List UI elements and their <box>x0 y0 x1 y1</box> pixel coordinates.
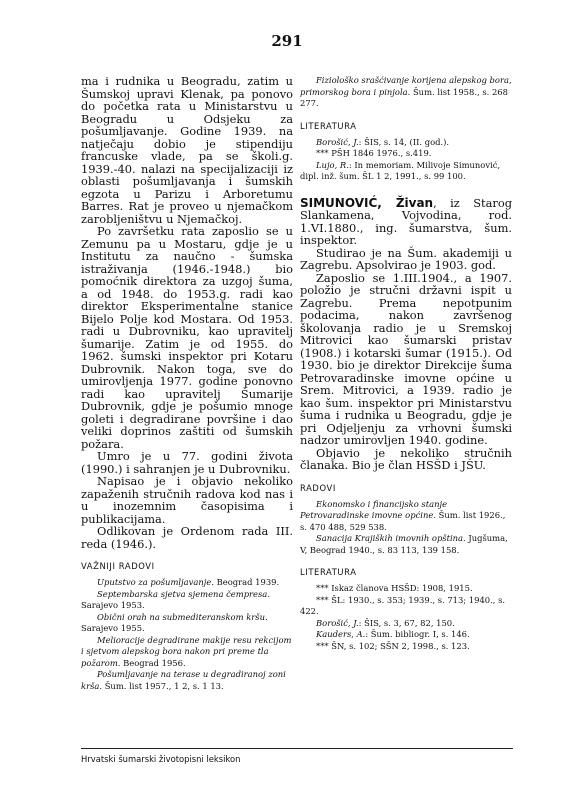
reference-item <box>300 137 512 149</box>
entry-intro <box>300 197 512 247</box>
reference-author: Kauders, A. <box>316 629 366 639</box>
reference-details: *** ŠN, s. 102; SŠN 2, 1998., s. 123. <box>316 640 470 651</box>
bio-text <box>81 75 293 550</box>
reference-details: *** ŠL: 1930., s. 353; 1939., s. 713; 1940., s. 422. <box>300 594 506 616</box>
reference-item <box>300 583 512 595</box>
reference-item <box>300 618 512 630</box>
literature-heading: LITERATURA <box>300 567 357 577</box>
reference-details: *** PŠH 1846 1976., s.419. <box>316 148 432 158</box>
reference-item <box>300 148 512 160</box>
reference-item <box>81 589 293 612</box>
bio-paragraph: Umro je u 77. godini života (1990.) i sahranjen je u Dubrovniku. <box>81 449 293 476</box>
reference-details: . Beograd 1956. <box>117 657 186 668</box>
reference-item <box>300 629 512 641</box>
bio-paragraph: ma i rudnika u Beogradu, zatim u Šumskoj upravi Klenak, pa ponovo do početka rata u Ministarstvu u Beogradu u Odsjeku za pošumljavanje. Godine 1939. na natječaju dobio je stipendiju francuske vlade, pa se školi.g. 1939.-40. nalazi na specijalizaciji iz oblasti pošumljavanja i šumskih egzota u Parizu i Arboretumu Barres. Rat je proveo u njemačkom zarobljeništvu u Njemačkoj. <box>81 74 293 226</box>
reference-details: : ŠIS, s. 14, (II. god.). <box>358 136 450 147</box>
reference-details: : Šum. bibliogr. I, s. 146. <box>365 629 470 639</box>
bio-paragraph: Zaposlio se 1.III.1904., a 1907. položio je stručni državni ispit u Zagrebu. Prema nepotpunim podacima, nakon završenog školovanja radio je u Sremskoj Mitrovici kao šumarski pristav (1908.) i kotarski šumar (1915.). Od 1930. bio je direktor Direkcije šuma Petrovaradinske imovne općine u Srem. Mitrovici, a 1939. radio je kao šum. inspektor pri Ministarstvu šuma i rudnika u Beogradu, gdje je pri Odjeljenju za vrhovni šumski nadzor umirovljen 1940. godine. <box>300 270 512 447</box>
reference-title: Fiziološko srašćivanje korijena alepskog bora, primorskog bora i pinjola <box>300 75 512 97</box>
page-number: 291 <box>271 32 303 50</box>
works-list <box>300 499 512 557</box>
footer-text: Hrvatski šumarski životopisni leksikon <box>81 754 241 764</box>
works-heading: VAŽNIJI RADOVI <box>81 561 155 571</box>
reference-item <box>81 577 293 589</box>
works-list <box>81 577 293 692</box>
reference-item <box>81 612 293 635</box>
literature-list <box>300 137 512 183</box>
reference-details: . Jugšuma, V, Beograd 1940., s. 83 113, 139 158. <box>300 533 508 555</box>
bio-paragraph: Napisao je i objavio nekoliko zapaženih stručnih radova kod nas i u inozemnim časopisima i publikacijama. <box>81 474 293 526</box>
literature-heading: LITERATURA <box>300 120 357 131</box>
bio-paragraph: Objavio je nekoliko stručnih članaka. Bio je član HSŠD i JŠU. <box>300 445 512 472</box>
right-column <box>300 75 512 652</box>
reference-details: : ŠIS, s. 3, 67, 82, 150. <box>358 617 455 628</box>
reference-item <box>300 75 512 110</box>
bio-paragraph: Studirao je na Šum. akademiji u Zagrebu. Apsolvirao je 1903. god. <box>300 245 512 272</box>
reference-item <box>300 160 512 183</box>
reference-title: Ekonomsko i financijsko stanje Petrovaradinske imovne općine <box>300 498 448 520</box>
reference-author: Borošić, J. <box>316 617 359 628</box>
reference-details: *** Iskaz članova HSŠD: 1908, 1915. <box>316 583 473 593</box>
bio-paragraph: Po završetku rata zaposlio se u Zemunu pa u Mostaru, gdje je u Institutu za naučno - šumska istraživanja (1946.-1948.) bio pomoćnik direktora za uzgoj šuma, a od 1948. do 1953.g. radi kao direktor Eksperimentalne stanice Bijelo Polje kod Mostara. Od 1953. radi u Dubrovniku, kao upravitelj šumarije. Zatim je od 1955. do 1962. šumski inspektor pri Kotaru Dubrovnik. Nakon toga, sve do umirovljenja 1977. godine ponovno radi kao upravitelj Šumarije Dubrovnik, gdje je pošumio mnoge goleti i degradirane površine i dao veliki doprinos zaštiti od šumskih požara. <box>81 224 293 451</box>
reference-item <box>300 499 512 534</box>
reference-details: . Šum. list 1958., s. 268 277. <box>300 86 508 108</box>
works-continued <box>300 75 512 110</box>
reference-title: Septembarska sjetva sjemena čempresa <box>97 588 268 599</box>
reference-author: Lujo, R. <box>316 159 349 170</box>
reference-details: . Šum. list 1957., 1 2, s. 1 13. <box>99 680 224 691</box>
reference-details: . Šum. list 1926., s. 470 488, 529 538. <box>300 510 506 532</box>
reference-item <box>300 595 512 618</box>
reference-item <box>81 635 293 670</box>
works-heading: RADOVI <box>300 482 336 493</box>
entry-intro-text: , iz Starog Slankamena, Vojvodina, rod. 1.VI.1880., ing. šumarstva, šum. inspektor. <box>300 195 512 247</box>
reference-item <box>300 533 512 556</box>
reference-item <box>300 641 512 653</box>
reference-title: Uputstvo za pošumljavanje <box>97 577 212 587</box>
entry-bio <box>300 197 512 472</box>
reference-title: Obični orah na submediteranskom kršu <box>97 611 265 622</box>
reference-details: . Sarajevo 1953. <box>81 588 270 610</box>
reference-item <box>81 669 293 692</box>
reference-details: . Sarajevo 1955. <box>81 611 268 633</box>
left-column <box>81 75 293 692</box>
reference-details: . Beograd 1939. <box>211 577 280 587</box>
reference-author: Borošić, J. <box>316 136 359 147</box>
reference-title: Sanacija Krajiških imovnih opština <box>316 533 464 543</box>
reference-title: Melioracije degradirane makije resu rekcijom i sjetvom alepskog bora nakon pri preme tla požarom <box>81 634 292 668</box>
literature-list <box>300 583 512 652</box>
footer-divider <box>81 748 513 749</box>
entry-name: SIMUNOVIĆ, Živan <box>300 195 434 210</box>
bio-paragraph: Odlikovan je Ordenom rada III. reda (1946.). <box>81 524 293 551</box>
reference-details: : In memoriam. Milivoje Simunović, dipl. inž. šum. ŠL 1 2, 1991., s. 99 100. <box>300 159 501 181</box>
reference-title: Pošumljavanje na terase u degradiranoj zoni krša <box>81 669 286 691</box>
